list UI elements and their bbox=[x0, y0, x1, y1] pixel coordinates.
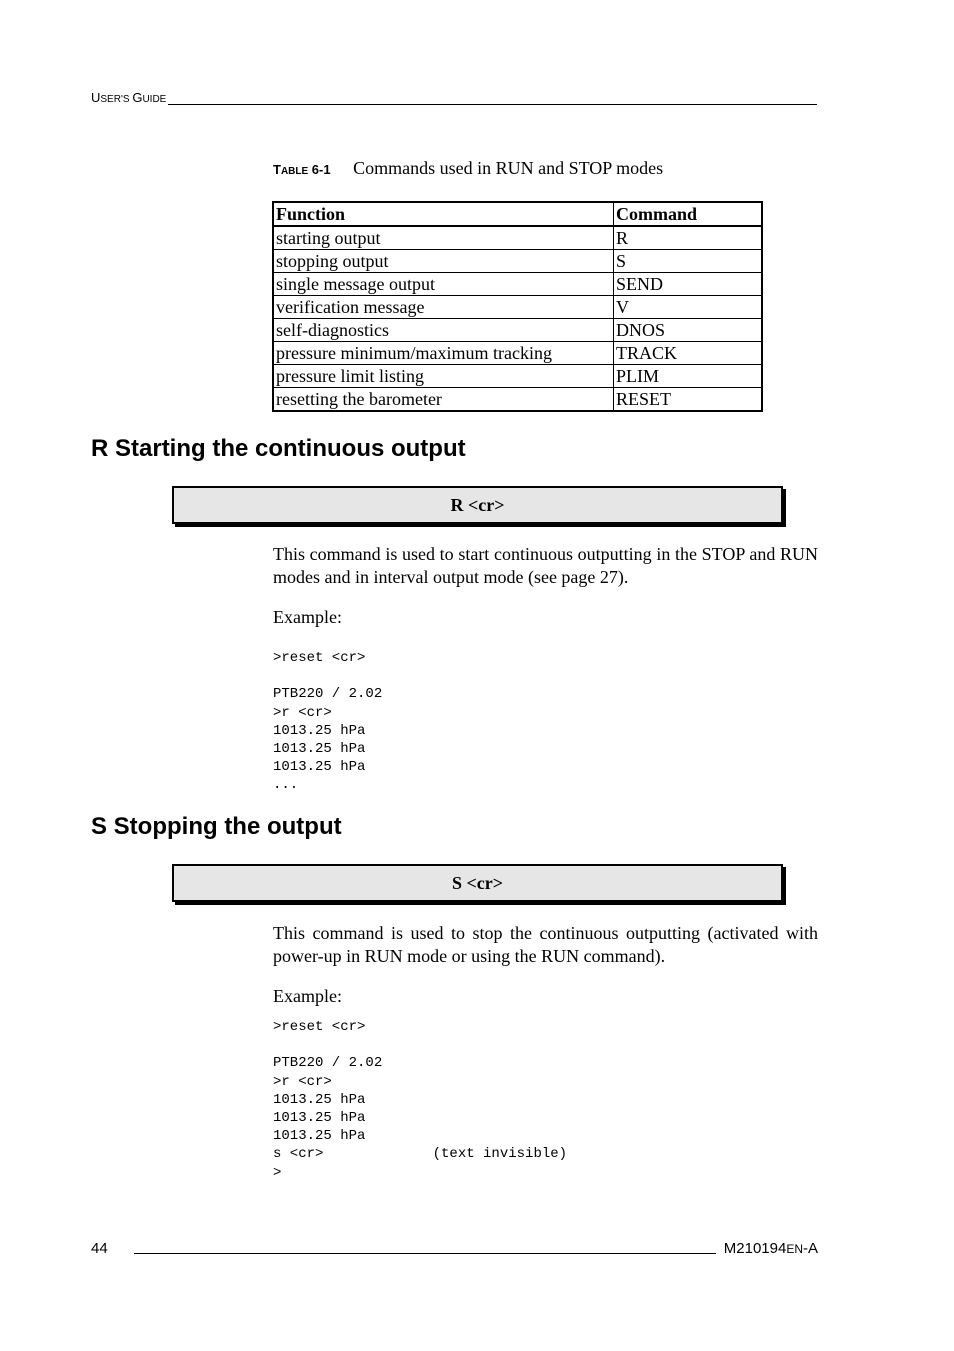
document-code: M210194EN-A bbox=[723, 1240, 818, 1257]
table-row bbox=[273, 342, 762, 365]
command-cell: S bbox=[614, 250, 763, 273]
section-s-code-example: >reset <cr> PTB220 / 2.02 >r <cr> 1013.25 hPa 1013.25 hPa 1013.25 hPa s <cr> (text invisible) > bbox=[273, 1019, 568, 1181]
section-r-description: This command is used to start continuous outputting in the STOP and RUN modes and in interval output mode (see page 27). bbox=[273, 544, 818, 587]
table-row bbox=[273, 226, 762, 250]
section-heading-s: S Stopping the output bbox=[91, 813, 342, 840]
section-s-description: This command is used to stop the continuous outputting (activated with power-up in RUN mode or using the RUN command). bbox=[273, 923, 818, 966]
table-row bbox=[273, 273, 762, 296]
command-cell: R bbox=[614, 226, 763, 250]
command-cell: RESET bbox=[614, 388, 763, 412]
command-box-s: S <cr> bbox=[172, 864, 783, 902]
page-header bbox=[91, 90, 817, 105]
column-header-function: Function bbox=[273, 202, 614, 226]
header-title: USER'S GUIDE bbox=[91, 90, 167, 105]
header-rule bbox=[168, 92, 817, 105]
command-cell: DNOS bbox=[614, 319, 763, 342]
page-number: 44 bbox=[91, 1240, 108, 1257]
table-row bbox=[273, 365, 762, 388]
command-cell: TRACK bbox=[614, 342, 763, 365]
table-row bbox=[273, 250, 762, 273]
table-header-row bbox=[273, 202, 762, 226]
section-s-example-label: Example: bbox=[273, 986, 342, 1006]
function-cell: self-diagnostics bbox=[273, 319, 614, 342]
command-box-r: R <cr> bbox=[172, 486, 783, 524]
page-footer bbox=[91, 1240, 818, 1257]
function-cell: pressure minimum/maximum tracking bbox=[273, 342, 614, 365]
section-r-example-label: Example: bbox=[273, 607, 342, 627]
function-cell: pressure limit listing bbox=[273, 365, 614, 388]
section-r-code-example: >reset <cr> PTB220 / 2.02 >r <cr> 1013.25 hPa 1013.25 hPa 1013.25 hPa ... bbox=[273, 650, 383, 794]
function-cell: single message output bbox=[273, 273, 614, 296]
command-cell: PLIM bbox=[614, 365, 763, 388]
section-heading-r: R Starting the continuous output bbox=[91, 435, 466, 462]
function-cell: resetting the barometer bbox=[273, 388, 614, 412]
command-cell: SEND bbox=[614, 273, 763, 296]
column-header-command: Command bbox=[614, 202, 763, 226]
table-row bbox=[273, 296, 762, 319]
table-caption bbox=[273, 158, 663, 179]
command-cell: V bbox=[614, 296, 763, 319]
function-cell: starting output bbox=[273, 226, 614, 250]
commands-table bbox=[272, 201, 763, 412]
table-row bbox=[273, 319, 762, 342]
function-cell: verification message bbox=[273, 296, 614, 319]
function-cell: stopping output bbox=[273, 250, 614, 273]
footer-rule bbox=[134, 1241, 716, 1254]
table-caption-text: Commands used in RUN and STOP modes bbox=[353, 158, 664, 178]
table-row bbox=[273, 388, 762, 412]
table-caption-label: TABLE 6-1 bbox=[273, 162, 331, 177]
